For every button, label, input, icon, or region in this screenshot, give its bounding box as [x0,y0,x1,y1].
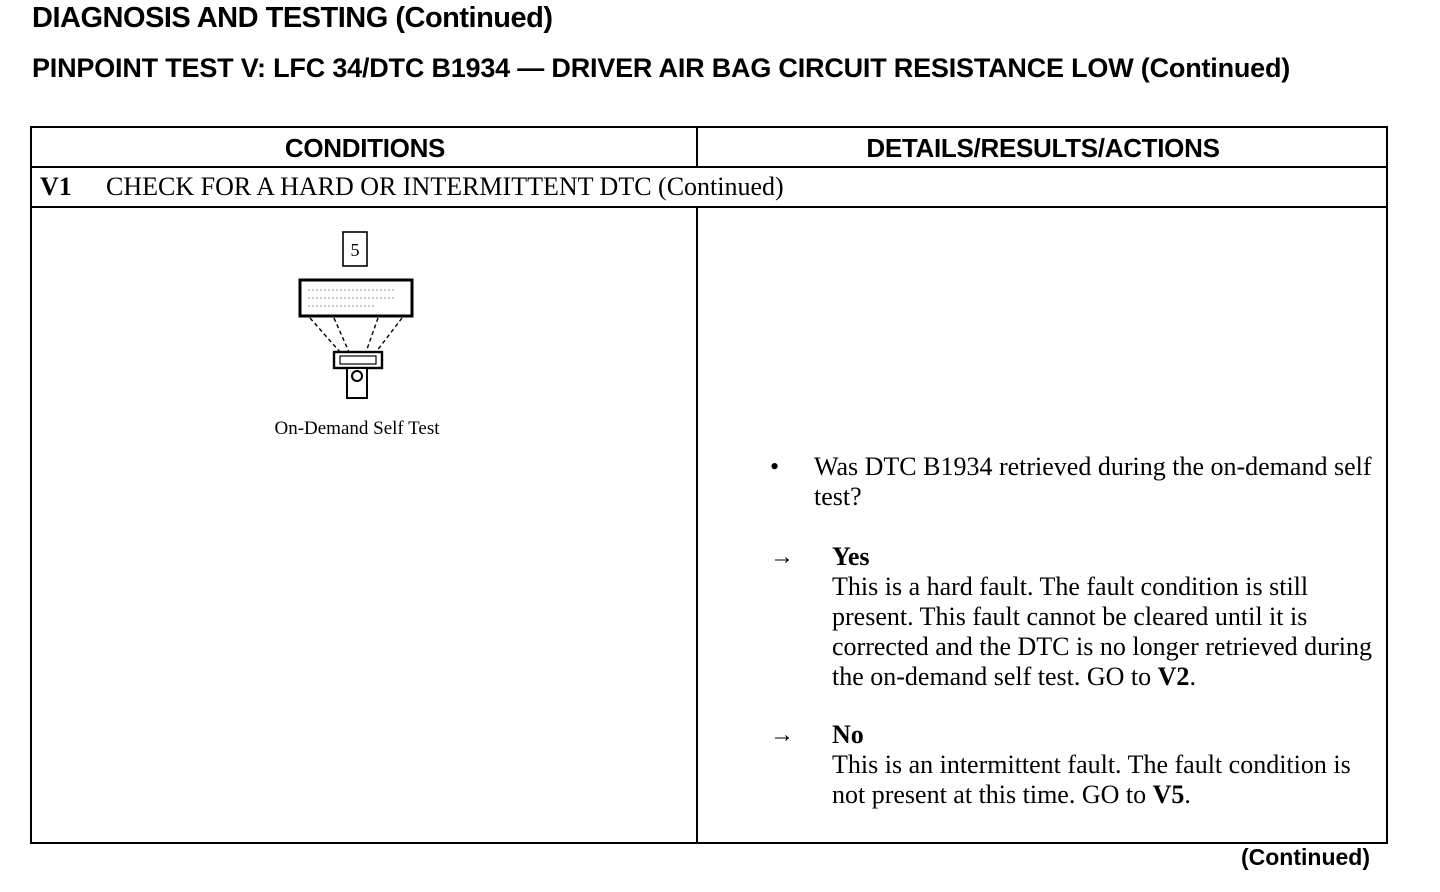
arrow-right-icon: → [770,544,794,570]
answer-no-label: No [832,720,864,749]
answer-yes-label: Yes [832,542,870,571]
goto-step-v2: V2 [1157,662,1190,691]
step-title: CHECK FOR A HARD OR INTERMITTENT DTC (Continued) [106,172,784,201]
continued-footer: (Continued) [1240,844,1370,870]
scan-tool-diagram [294,228,434,408]
step-divider [32,206,1386,208]
scan-tool-icon [334,352,382,368]
column-header-conditions: CONDITIONS [284,132,446,163]
answer-no-text: This is an intermittent fault. The fault condition is not present at this time. GO to V5. [832,750,1351,809]
step-number: 5 [350,240,360,260]
step-id: V1 [40,172,72,201]
step-row [40,172,784,202]
answer-yes-text: This is a hard fault. The fault condition is still present. This fault cannot be cleared until it is corrected and the DTC is no longer retrieved during the on-demand self test. GO to V2. [832,572,1373,691]
pinpoint-test-table [30,126,1388,844]
diagram-caption: On-Demand Self Test [274,418,440,439]
goto-step-v5: V5 [1152,780,1185,809]
header-divider [32,166,1386,168]
header-column-divider [696,128,698,168]
bullet-icon: • [770,452,780,481]
page-heading: DIAGNOSIS AND TESTING (Continued) [32,2,553,34]
test-question: Was DTC B1934 retrieved during the on-demand self test? [814,452,1372,511]
column-header-details: DETAILS/RESULTS/ACTIONS [866,132,1220,163]
body-column-divider [696,206,698,842]
arrow-right-icon: → [770,722,794,748]
pinpoint-test-title: PINPOINT TEST V: LFC 34/DTC B1934 — DRIVER AIR BAG CIRCUIT RESISTANCE LOW (Continued) [32,53,1291,83]
